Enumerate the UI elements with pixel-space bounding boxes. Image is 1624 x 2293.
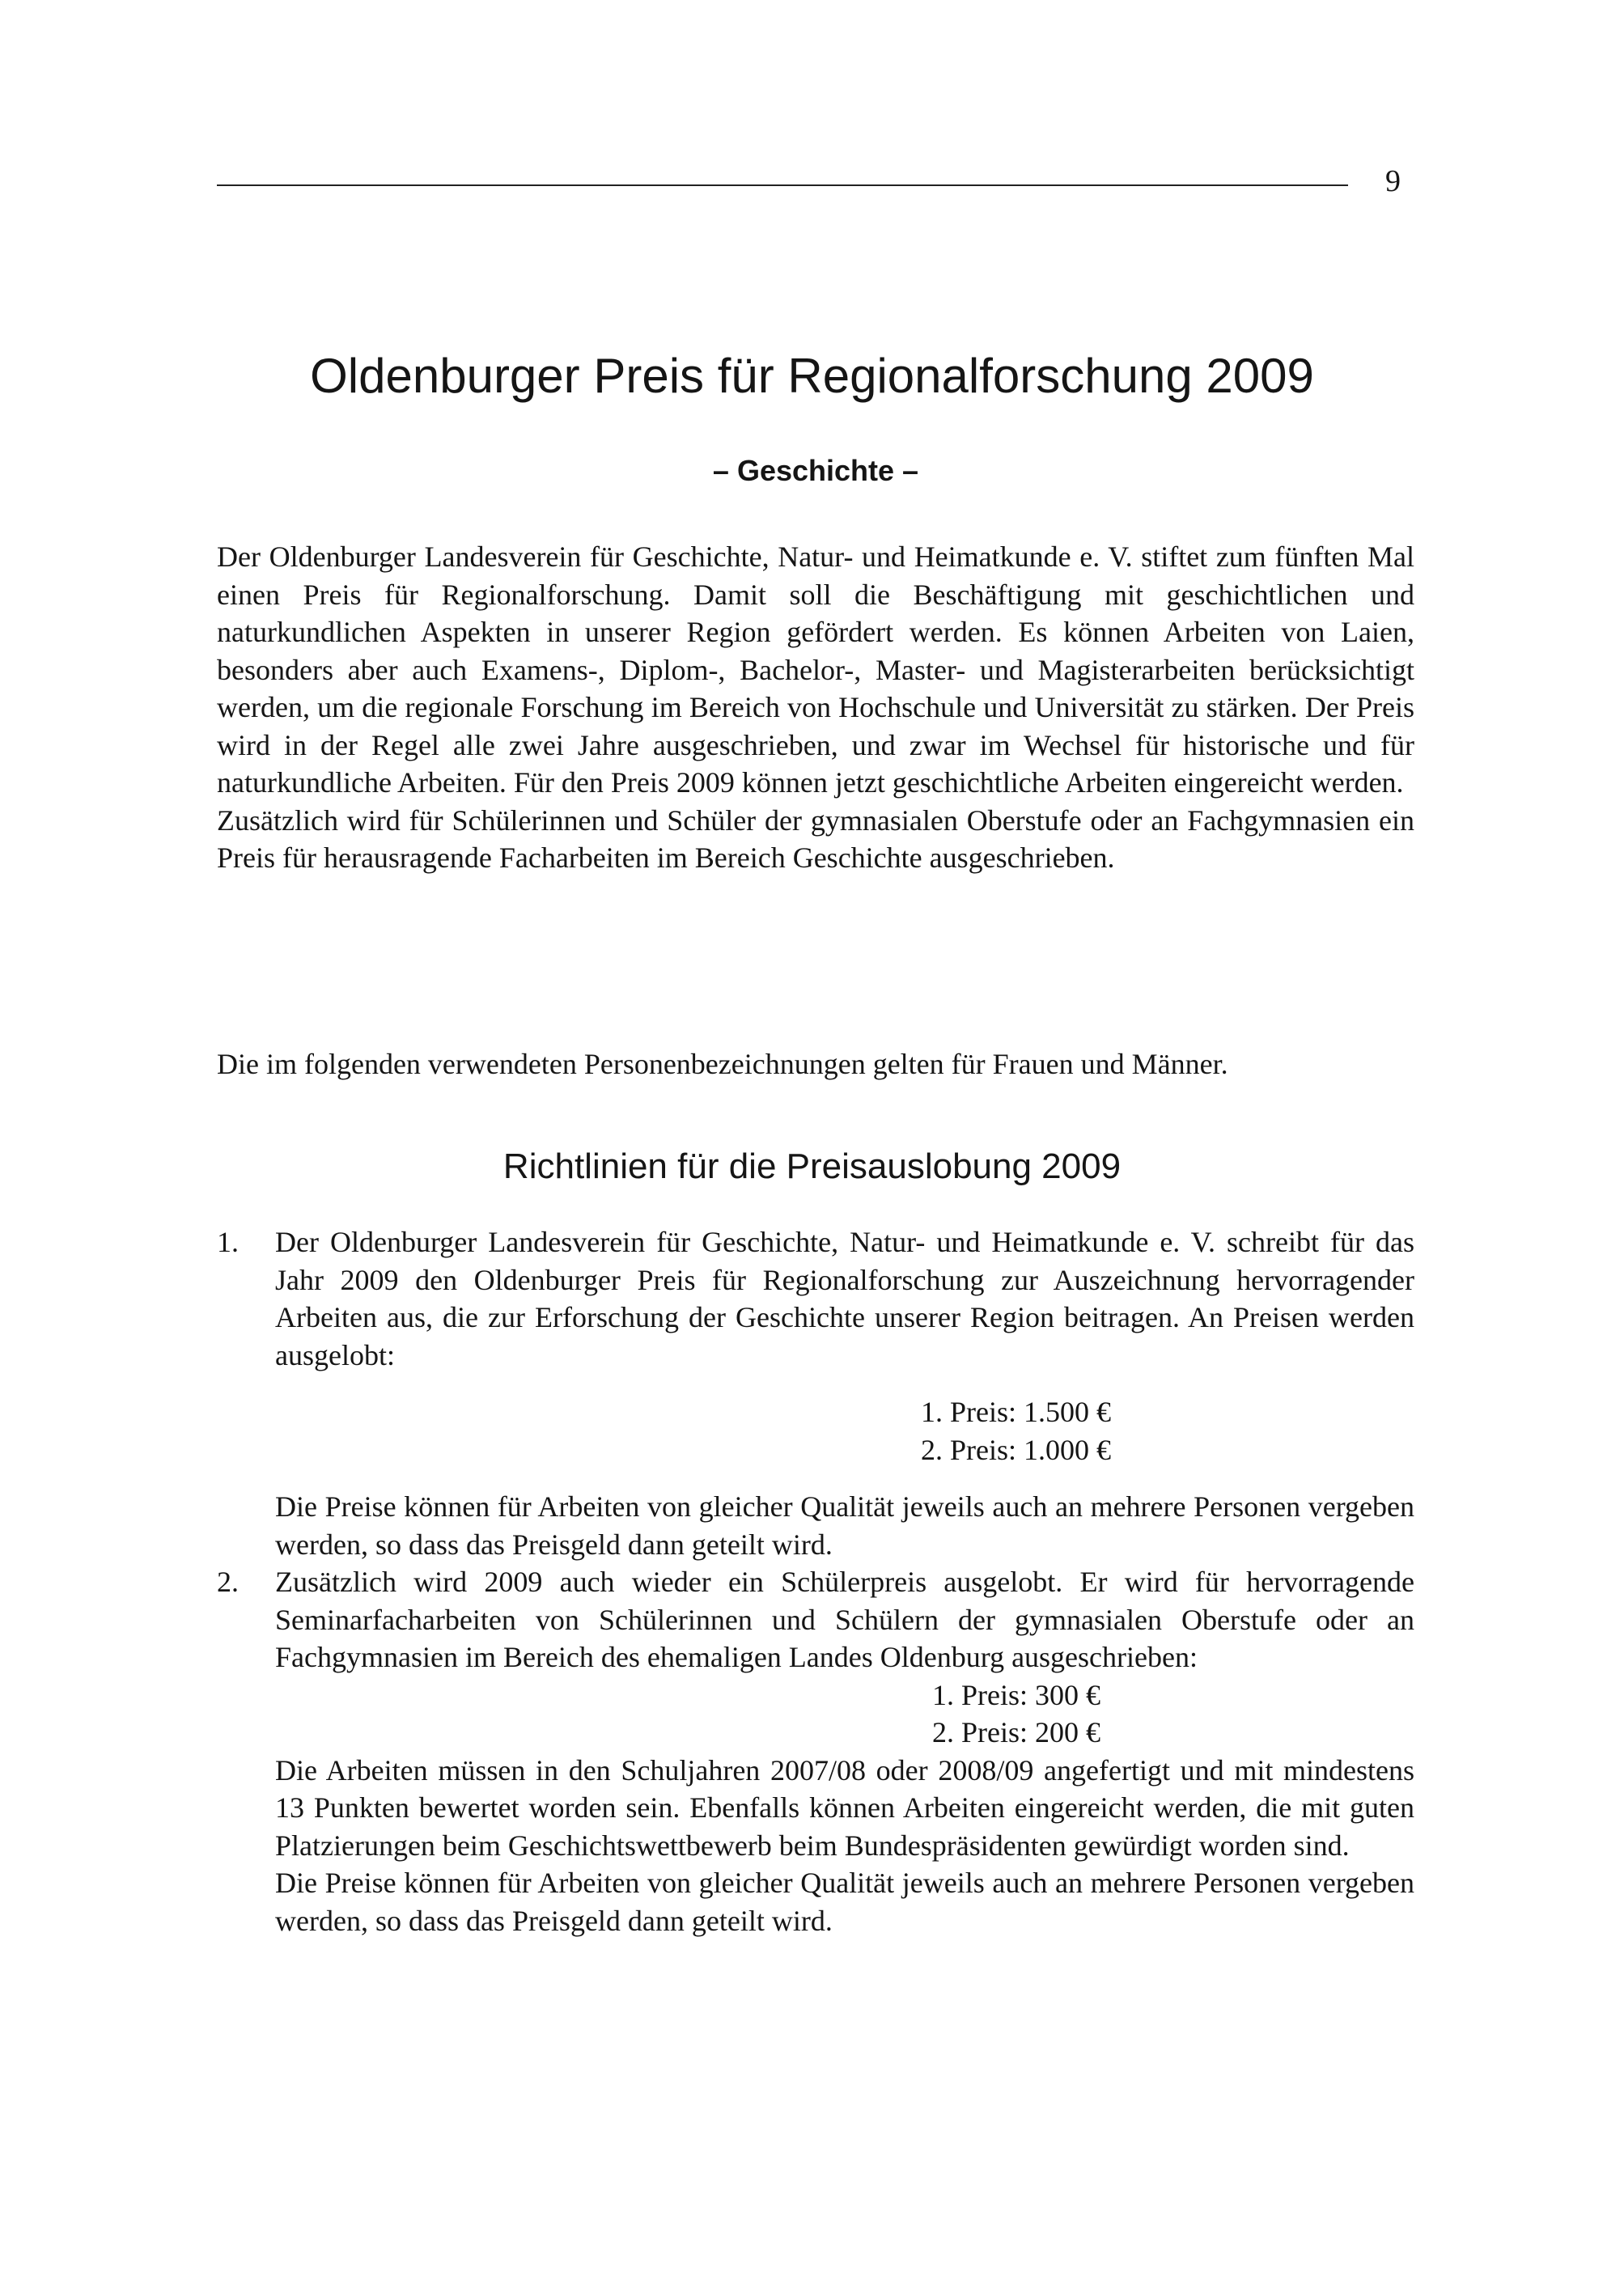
document-subtitle: – Geschichte –	[712, 454, 919, 487]
guideline-item	[217, 1563, 1414, 1939]
gender-note: Die im folgenden verwendeten Personenbezeichnungen gelten für Frauen und Männer.	[217, 1048, 1228, 1080]
guideline-text: Die Preise können für Arbeiten von gleicher Qualität jeweils auch an mehrere Personen vergeben werden, so dass das Preisgeld dann geteilt wird.	[275, 1867, 1414, 1937]
guideline-text: Der Oldenburger Landesverein für Geschichte, Natur- und Heimatkunde e. V. schreibt für das Jahr 2009 den Oldenburger Preis für Regionalforschung zur Auszeichnung hervorragender Arbeiten aus, die zur Erforschung der Geschichte unserer Region beitragen. An Preisen werden ausgelobt:	[275, 1226, 1414, 1371]
prize-list	[275, 1393, 1414, 1469]
intro-paragraph: Zusätzlich wird für Schülerinnen und Schüler der gymnasialen Oberstufe oder an Fachgymnasien ein Preis für herausragende Facharbeiten im Bereich Geschichte ausgeschrieben.	[217, 803, 1414, 874]
guideline-item	[217, 1223, 1414, 1563]
prize-item: 1. Preis: 300 €	[932, 1678, 1101, 1711]
guidelines-list	[217, 1223, 1414, 1939]
page-number: 9	[1385, 164, 1401, 198]
prize-item: 2. Preis: 1.000 €	[921, 1433, 1112, 1466]
intro-section	[217, 538, 1414, 877]
section-heading: Richtlinien für die Preisauslobung 2009	[502, 1146, 1122, 1186]
guideline-number: 2.	[217, 1566, 239, 1598]
guideline-text: Die Preise können für Arbeiten von gleicher Qualität jeweils auch an mehrere Personen vergeben werden, so dass das Preisgeld dann geteilt wird.	[275, 1490, 1414, 1561]
prize-list	[275, 1676, 1414, 1752]
header-rule	[217, 184, 1348, 186]
document-title: Oldenburger Preis für Regionalforschung 2009	[310, 349, 1314, 403]
guideline-text: Zusätzlich wird 2009 auch wieder ein Schülerpreis ausgelobt. Er wird für hervorragende Seminarfacharbeiten von Schülerinnen und Schülern der gymnasialen Oberstufe oder an Fachgymnasien im Bereich des ehemaligen Landes Oldenburg ausgeschrieben:	[275, 1566, 1414, 1673]
prize-item: 1. Preis: 1.500 €	[921, 1396, 1112, 1428]
guideline-number: 1.	[217, 1226, 239, 1258]
guideline-text: Die Arbeiten müssen in den Schuljahren 2007/08 oder 2008/09 angefertigt und mit mindestens 13 Punkten bewertet worden sein. Ebenfalls können Arbeiten eingereicht werden, die mit guten Platzierungen beim Geschichtswettbewerb beim Bundespräsidenten gewürdigt worden sind.	[275, 1753, 1414, 1862]
prize-item: 2. Preis: 200 €	[932, 1716, 1101, 1748]
intro-paragraph: Der Oldenburger Landesverein für Geschichte, Natur- und Heimatkunde e. V. stiftet zum fünften Mal einen Preis für Regionalforschung. Damit soll die Beschäftigung mit geschichtlichen und naturkundlichen Aspekten in unserer Region gefördert werden. Es können Arbeiten von Laien, besonders aber auch Examens-, Diplom-, Bachelor-, Master- und Magisterarbeiten berücksichtigt werden, um die regionale Forschung im Bereich von Hochschule und Universität zu stärken. Der Preis wird in der Regel alle zwei Jahre ausgeschrieben, und zwar im Wechsel für historische und für naturkundliche Arbeiten. Für den Preis 2009 können jetzt geschichtliche Arbeiten eingereicht werden.	[217, 540, 1414, 799]
